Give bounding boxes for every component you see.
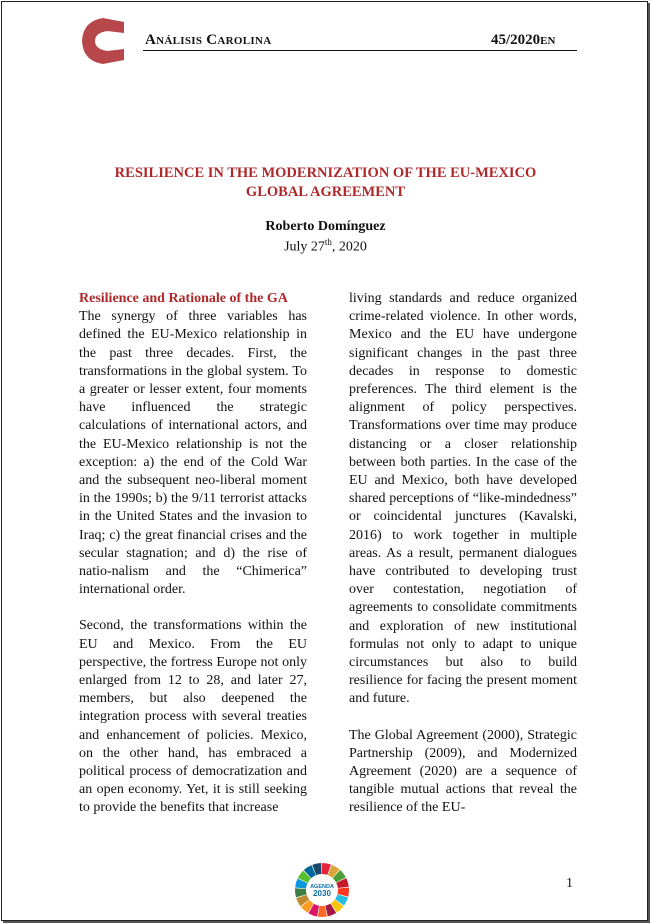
paragraph: living standards and reduce organized crime-related violence. In other words, Mexico and the EU have undergone significant changes in the past three decades in response to domestic preferences. The third element is the alignment of policy perspectives. Transformations over time may produce distancing or a closer relationship between both parties. In the case of the EU and Mexico, both have developed shared perceptions of “like-mindedness” or coincidental junctures (Kavalski, 2016) to work together in multiple areas. As a result, permanent dialogues have contributed to developing trust over contestation, negotiation of agreements to consolidate commitments and exploration of new institutional formulas not only to adapt to unique circumstances but also to build resilience for facing the present moment and future. [349,291,577,707]
document-title-line-1: RESILIENCE IN THE MODERNIZATION OF THE EU-MEXICO [114,165,537,181]
agenda-year: 2030 [313,889,331,898]
carolina-c-logo-icon [80,16,126,66]
paragraph: Second, the transformations within the EU and Mexico. From the EU perspective, the fortress Europe not only enlarged from 12 to 28, and later 27, members, but also deepened the integration process with several treaties and enhancement of policies. Mexico, on the other hand, has embraced a political process of democratization and an open economy. Yet, it is still seeking to provide the benefits that increase [79,618,307,816]
sdg-wheel-segment [318,906,327,917]
paragraph: The Global Agreement (2000), Strategic Partnership (2009), and Modernized Agreement (2020) are a sequence of tangible mutual actions that reveal the resilience of the EU- [349,727,577,816]
issue-number: 45/2020EN [491,32,556,48]
series-title: Análisis Carolina [145,32,272,48]
author-name: Roberto Domínguez [265,219,386,234]
page-number: 1 [566,876,573,891]
document-title-line-2: GLOBAL AGREEMENT [245,184,406,200]
right-column [349,290,577,818]
left-column [79,290,307,818]
sdg-agenda-2030-icon [294,862,350,918]
paragraph: The synergy of three variables has defined the EU-Mexico relationship in the past three decades. First, the transformations in the global system. To a greater or lesser extent, four moments have influenced the strategic calculations of international actors, and the EU-Mexico relationship is not the exception: a) the end of the Cold War and the subsequent neo-liberal moment in the 1990s; b) the 9/11 terrorist attacks in the United States and the invasion to Iraq; c) the great financial crises and the secular stagnation; and d) the rise of natio-nalism and the “Chimerica” international order. [79,309,307,598]
agenda-label: AGENDA [310,884,334,890]
header-rule [143,50,577,51]
document-title [0,164,651,202]
publication-date: July 27th, 2020 [284,237,367,255]
section-heading: Resilience and Rationale of the GA [79,291,288,306]
